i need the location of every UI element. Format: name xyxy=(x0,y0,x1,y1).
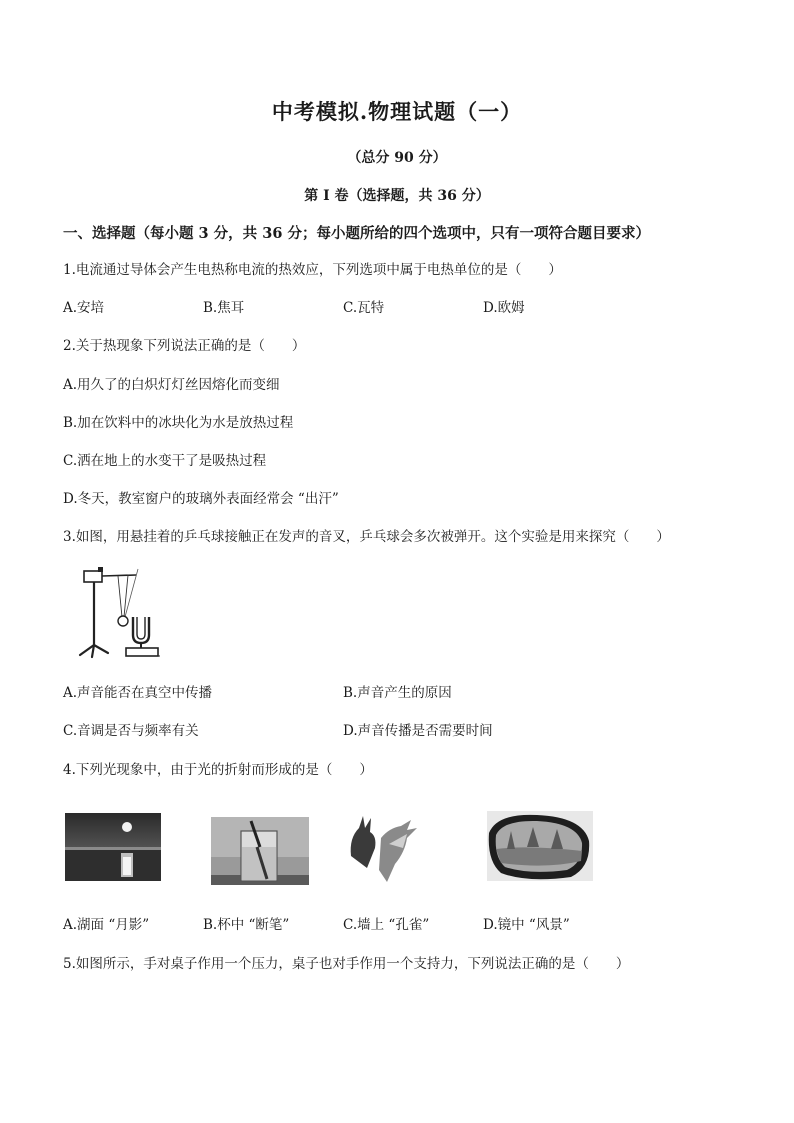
question-3-stem: 3.如图，用悬挂着的乒乓球接触正在发声的音叉，乒乓球会多次被弹开。这个实验是用来探究（ ） xyxy=(63,529,670,545)
lake-moon-reflection-photo xyxy=(65,813,161,881)
exam-title: 中考模拟.物理试题（一） xyxy=(271,99,523,124)
question-2-option-a: A.用久了的白炽灯灯丝因熔化而变细 xyxy=(63,377,280,393)
question-3-option-c: C.音调是否与频率有关 xyxy=(63,723,199,739)
question-2-stem: 2.关于热现象下列说法正确的是（ ） xyxy=(63,338,306,354)
question-4-stem: 4.下列光现象中，由于光的折射而形成的是（ ） xyxy=(63,762,373,778)
question-4-option-a: A.湖面 “月影” xyxy=(63,917,150,933)
question-3-option-d: D.声音传播是否需要时间 xyxy=(343,723,493,739)
volume-heading: 第 I 卷（选择题，共 36 分） xyxy=(304,188,490,204)
question-1-option-b: B.焦耳 xyxy=(203,300,245,316)
question-3-option-a: A.声音能否在真空中传播 xyxy=(63,685,213,701)
hand-shadow-peacock-photo xyxy=(345,808,425,888)
question-3-option-b: B.声音产生的原因 xyxy=(343,685,452,701)
total-score: （总分 90 分） xyxy=(347,150,447,166)
question-1-stem: 1.电流通过导体会产生电热称电流的热效应，下列选项中属于电热单位的是（ ） xyxy=(63,262,562,278)
question-4-option-c: C.墙上 “孔雀” xyxy=(343,917,430,933)
question-2-option-d: D.冬天，教室窗户的玻璃外表面经常会 “出汗” xyxy=(63,491,339,507)
question-1-option-c: C.瓦特 xyxy=(343,300,385,316)
car-mirror-scenery-photo xyxy=(487,811,593,881)
question-5-stem: 5.如图所示，手对桌子作用一个压力，桌子也对手作用一个支持力，下列说法正确的是（ ） xyxy=(63,956,630,972)
question-2-option-c: C.洒在地上的水变干了是吸热过程 xyxy=(63,453,267,469)
section-heading: 一、选择题（每小题 3 分，共 36 分；每小题所给的四个选项中，只有一项符合题目要求） xyxy=(63,225,650,242)
question-1-option-d: D.欧姆 xyxy=(483,300,525,316)
tuning-fork-apparatus-figure xyxy=(66,565,176,661)
question-1-option-a: A.安培 xyxy=(63,300,105,316)
pen-in-glass-photo xyxy=(211,817,309,885)
question-4-option-b: B.杯中 “断笔” xyxy=(203,917,290,933)
question-4-option-d: D.镜中 “风景” xyxy=(483,917,570,933)
question-2-option-b: B.加在饮料中的冰块化为水是放热过程 xyxy=(63,415,294,431)
